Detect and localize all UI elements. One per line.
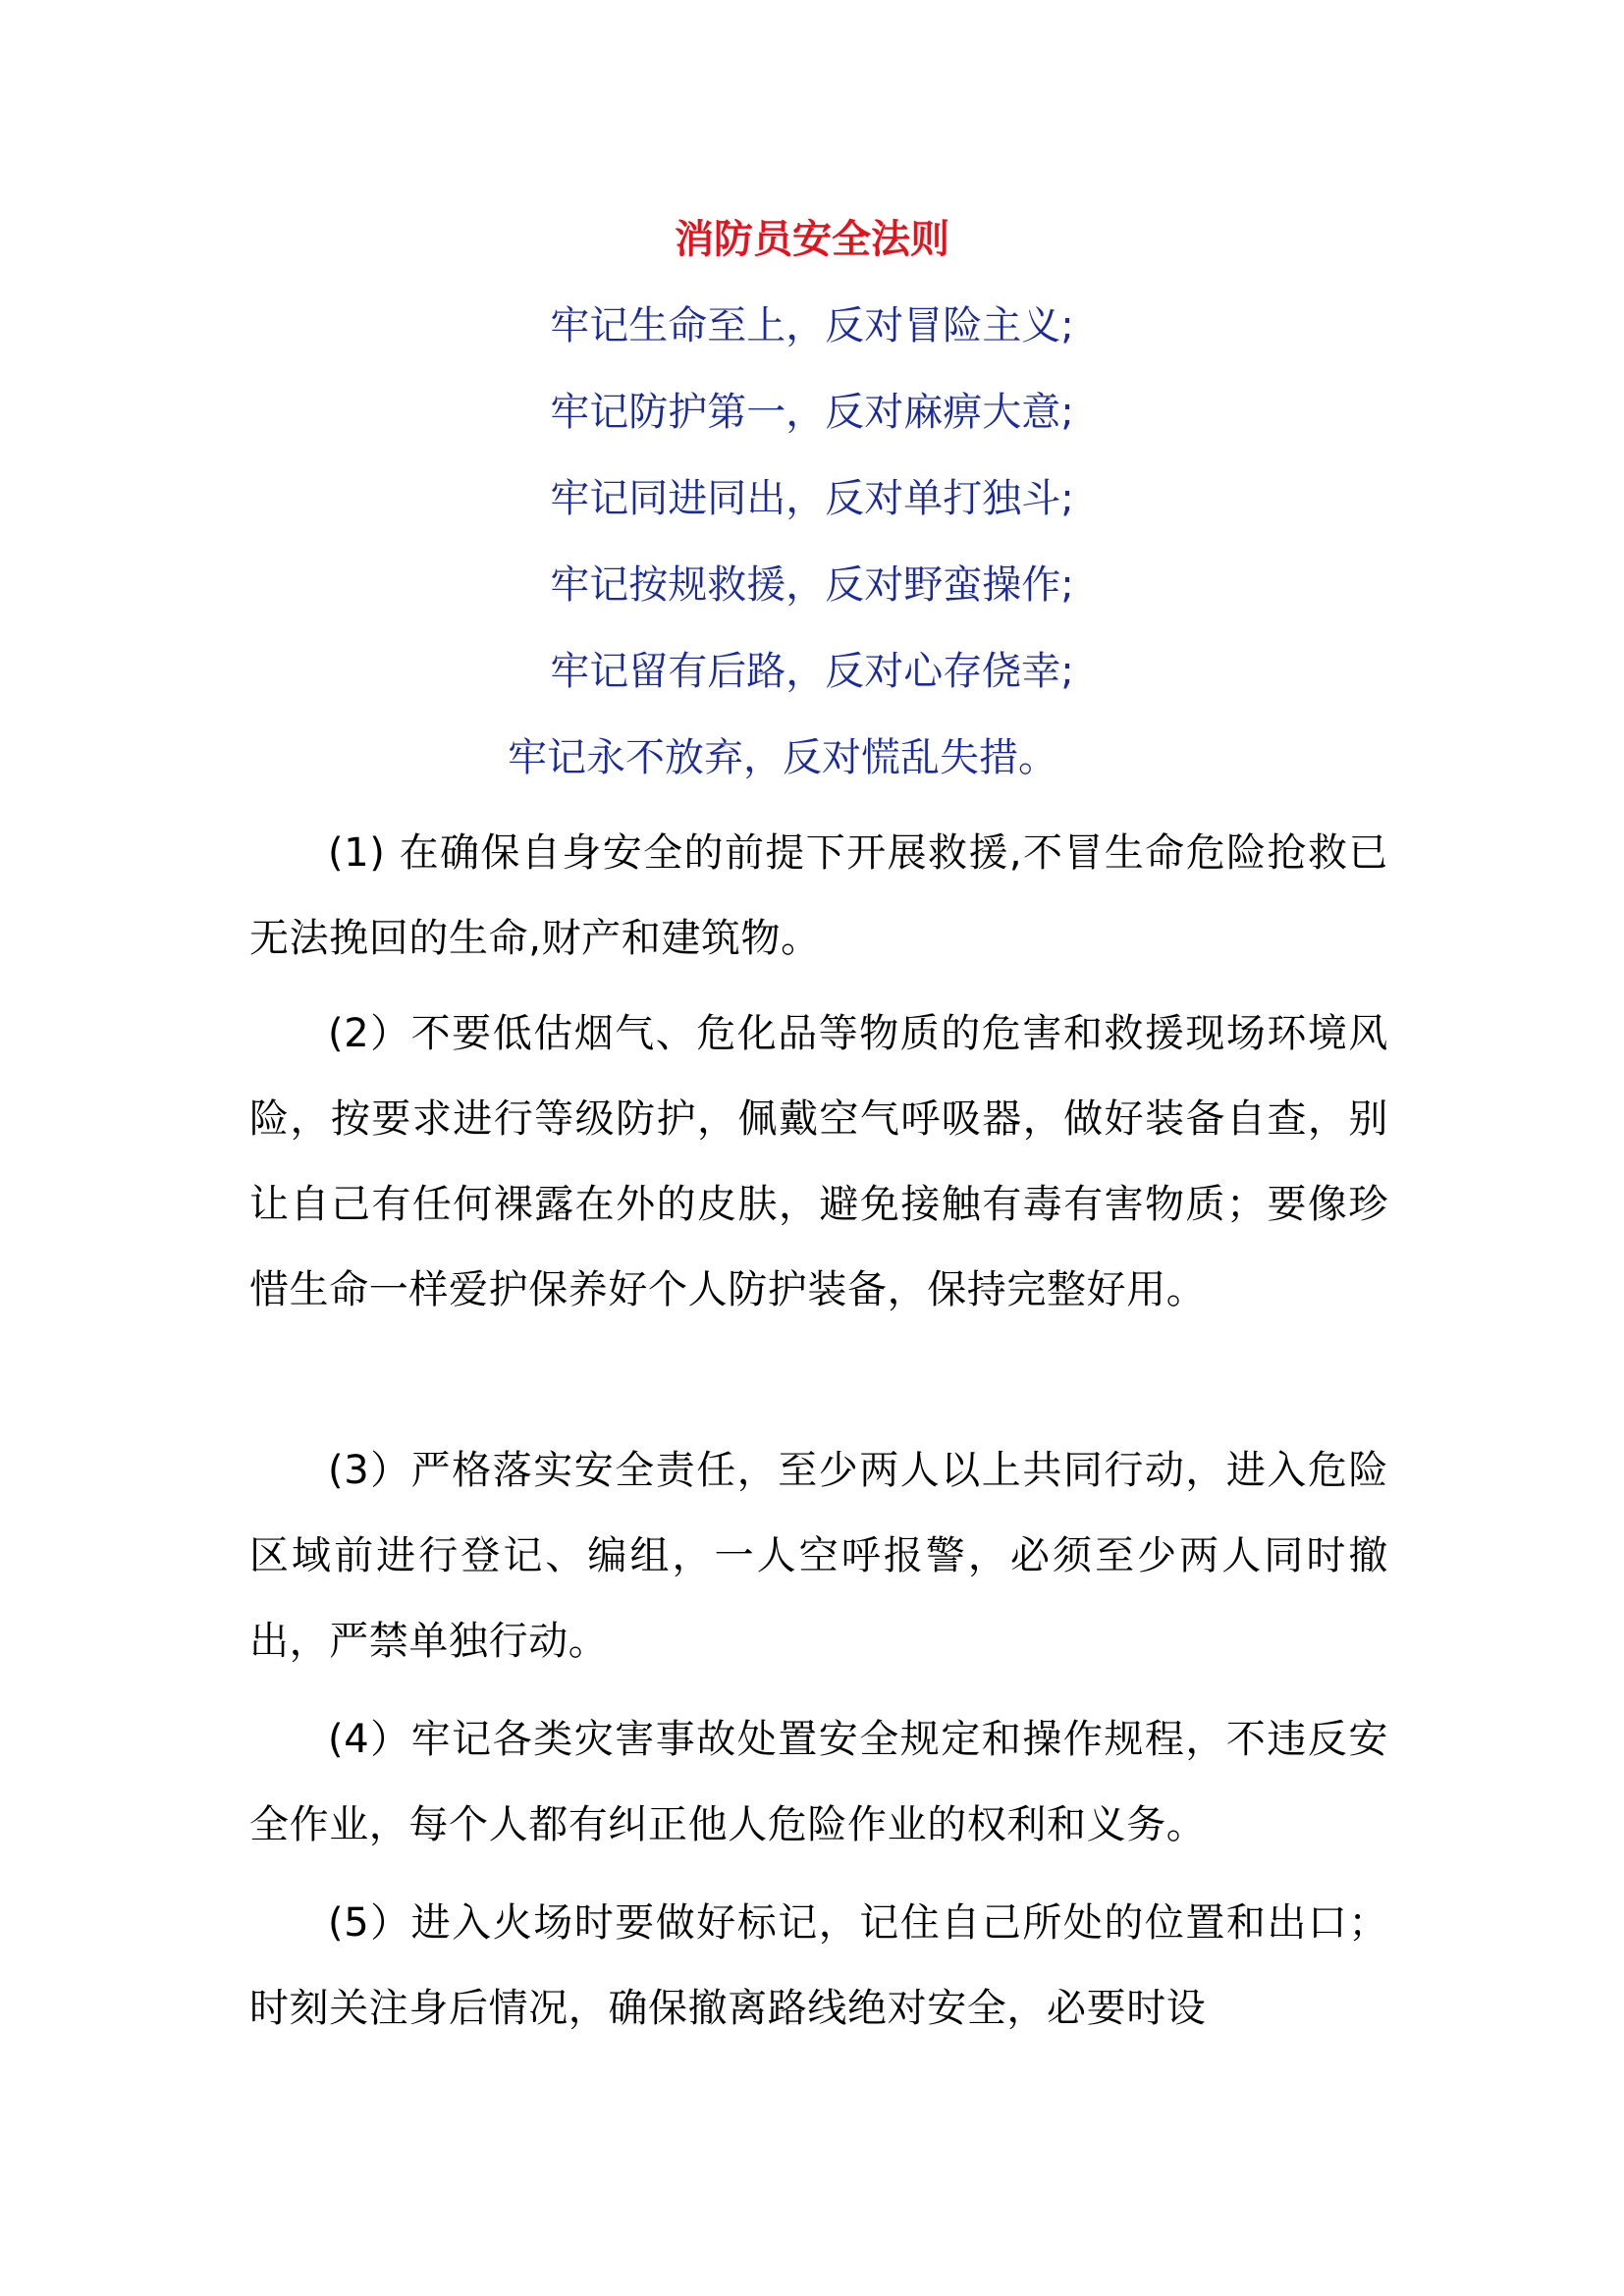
rule-line-1: 牢记生命至上，反对冒险主义;	[550, 303, 1074, 348]
document-title: 消防员安全法则	[675, 217, 949, 262]
paragraph-5: (5）进入火场时要做好标记，记住自己所处的位置和出口；时刻关注身后情况，确保撤离路线绝对安全，必要时设	[249, 1900, 1388, 2031]
paragraph-2: (2）不要低估烟气、危化品等物质的危害和救援现场环境风险，按要求进行等级防护，佩戴空气呼吸器，做好装备自查，别让自己有任何裸露在外的皮肤，避免接触有毒有害物质；要像珍惜生命一样爱护保养好个人防护装备，保持完整好用。	[249, 1011, 1388, 1312]
rule-line-4: 牢记按规救援，反对野蛮操作;	[550, 562, 1074, 608]
paragraph-4: (4）牢记各类灾害事故处置安全规定和操作规程，不违反安全作业，每个人都有纠正他人危险作业的权利和义务。	[249, 1717, 1388, 1847]
rule-line-6: 牢记永不放弃，反对慌乱失措。	[508, 735, 1057, 780]
rule-line-5: 牢记留有后路，反对心存侥幸;	[550, 649, 1074, 694]
rule-line-3: 牢记同进同出，反对单打独斗;	[550, 476, 1074, 521]
rule-line-2: 牢记防护第一，反对麻痹大意;	[550, 390, 1074, 435]
paragraph-3: (3）严格落实安全责任，至少两人以上共同行动，进入危险区域前进行登记、编组，一人空呼报警，必须至少两人同时撤出，严禁单独行动。	[249, 1448, 1388, 1664]
paragraph-1: (1) 在确保自身安全的前提下开展救援,不冒生命危险抢救已无法挽回的生命,财产和建筑物。	[249, 830, 1388, 961]
